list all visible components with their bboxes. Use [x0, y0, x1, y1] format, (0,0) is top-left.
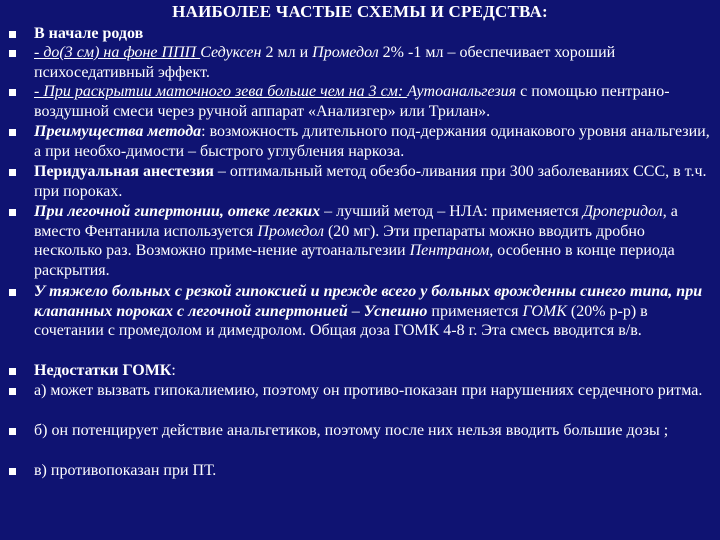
- square-bullet-icon: [9, 89, 16, 96]
- square-bullet-icon: [9, 31, 16, 38]
- square-bullet-icon: [9, 468, 16, 475]
- square-bullet-icon: [9, 50, 16, 57]
- list-item: Преимущества метода: возможность длительного под-держания одинакового уровня анальгезии, а при необхо-димости – быстрого углубления наркоза.: [0, 122, 720, 162]
- list-item: а) может вызвать гипокалиемию, поэтому он противо-показан при нарушениях сердечного ритма.: [0, 381, 720, 421]
- slide-title: НАИБОЛЕЕ ЧАСТЫЕ СХЕМЫ И СРЕДСТВА:: [172, 2, 548, 21]
- square-bullet-icon: [9, 428, 16, 435]
- list-item: б) он потенцирует действие анальгетиков, поэтому после них нельзя вводить большие дозы ;: [0, 421, 720, 461]
- list-item: Перидуальная анестезия – оптимальный метод обезбо-ливания при 300 заболеваниях ССС, в т.ч. при пороках.: [0, 162, 720, 202]
- square-bullet-icon: [9, 289, 16, 296]
- list-item: - При раскрытии маточного зева больше чем на 3 см: Аутоанальгезия с помощью пентрано-воздушной смеси через ручной аппарат «Анализгер» или Трилан».: [0, 82, 720, 122]
- square-bullet-icon: [9, 368, 16, 375]
- square-bullet-icon: [9, 209, 16, 216]
- list-item: в) противопоказан при ПТ.: [0, 461, 720, 481]
- bullet-list: [0, 24, 720, 481]
- list-item: При легочной гипертонии, отеке легких – лучший метод – НЛА: применяется Дроперидол, а вместо Фентанила используется Промедол (20 мг). Эти препараты можно вводить дробно несколько раз. Возможно приме-нение аутоанальгезии Пентраном, особенно в конце периода раскрытия.: [0, 202, 720, 282]
- square-bullet-icon: [9, 388, 16, 395]
- square-bullet-icon: [9, 129, 16, 136]
- square-bullet-icon: [9, 169, 16, 176]
- list-item: В начале родов: [0, 24, 720, 43]
- list-item: - до(3 см) на фоне ППП Седуксен 2 мл и Промедол 2% -1 мл – обеспечивает хороший психоседативный эффект.: [0, 43, 720, 82]
- list-item: Недостатки ГОМК:: [0, 361, 720, 381]
- list-item: У тяжело больных с резкой гипоксией и прежде всего у больных врожденны синего типа, при клапанных пороках с легочной гипертонией – Успешно применяется ГОМК (20% р-р) в сочетании с промедолом и димедролом. Общая доза ГОМК 4-8 г. Эта смесь вводится в/в.: [0, 282, 720, 361]
